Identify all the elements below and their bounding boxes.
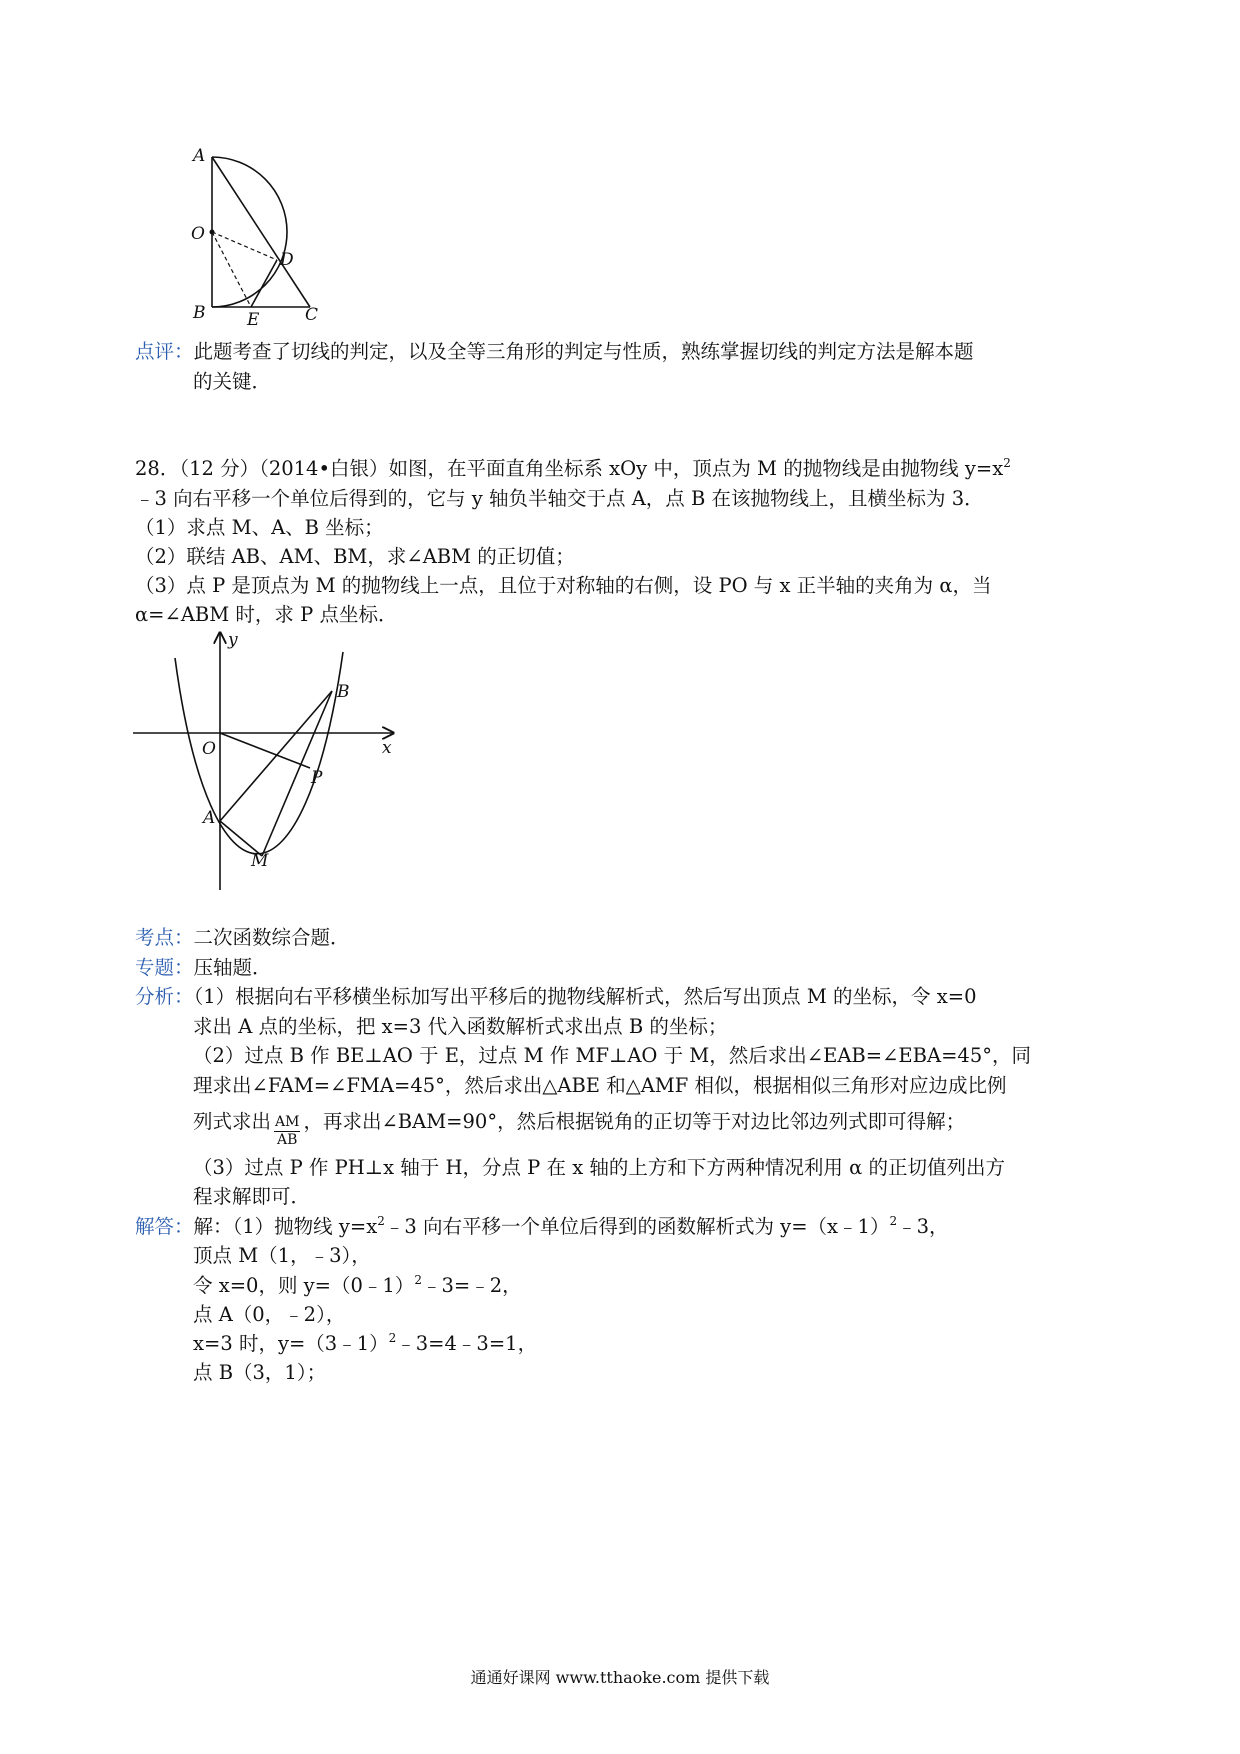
segment-ac (212, 157, 310, 307)
jieda-l3-sup: 2 (414, 1273, 422, 1287)
label-m: M (251, 851, 269, 871)
zhuanti-tag: 专题： (135, 956, 194, 979)
kaodian-text: 二次函数综合题． (193, 926, 350, 949)
comment-tag: 点评： (135, 340, 194, 363)
segment-ab (220, 691, 332, 821)
segment-op (220, 733, 310, 768)
jieda-line-4: 点 A（0，﹣2）， (193, 1303, 346, 1326)
jieda-line-5 (193, 1331, 537, 1357)
label-y: y (228, 630, 238, 650)
jieda-line-2: 顶点 M（1，﹣3）， (193, 1244, 371, 1267)
jieda-l3-a: 令 x=0，则 y=（0﹣1） (193, 1274, 415, 1297)
zhuanti-text: 压轴题． (193, 956, 272, 979)
label-x: x (382, 738, 392, 758)
figure-parabola (125, 625, 405, 900)
fraction-denominator: AB (277, 1132, 298, 1148)
segment-ed (251, 260, 277, 307)
jieda-l1-sup1: 2 (377, 1214, 385, 1228)
fenxi-p2-line-3 (193, 1109, 965, 1149)
fenxi-p1-text-1: （1）根据向右平移横坐标加写出平移后的抛物线解析式，然后写出顶点 M 的坐标，令 x=0 (193, 985, 977, 1008)
figure-tangent-semicircle (185, 145, 345, 335)
jieda-tag: 解答： (135, 1215, 194, 1238)
fenxi-line-1 (135, 984, 976, 1010)
fenxi-tag: 分析： (135, 985, 194, 1008)
jieda-l3-b: ﹣3=﹣2， (421, 1274, 522, 1297)
page-footer: 通通好课网 www.tthaoke.com 提供下载 (470, 1668, 770, 1687)
kaodian-line (135, 925, 350, 951)
fenxi-p2-line-1: （2）过点 B 作 BE⊥AO 于 E，过点 M 作 MF⊥AO 于 M，然后求出∠EAB=∠EBA=45°，同 (193, 1044, 1031, 1067)
fraction-numerator: AM (275, 1114, 300, 1130)
fenxi-p1-line-2: 求出 A 点的坐标，把 x=3 代入函数解析式求出点 B 的坐标； (193, 1015, 728, 1038)
label-b: B (193, 303, 206, 323)
problem-line-1 (135, 456, 1011, 482)
jieda-l5-a: x=3 时，y=（3﹣1） (193, 1332, 389, 1355)
jieda-l1-a: 解：（1）抛物线 y=x (193, 1215, 378, 1238)
label-a: A (203, 808, 216, 828)
arc-semicircle (212, 157, 287, 307)
label-c: C (305, 305, 319, 325)
label-p: P (311, 768, 323, 788)
label-b: B (337, 682, 350, 702)
zhuanti-line (135, 955, 272, 981)
fenxi-p2-line-2: 理求出∠FAM=∠FMA=45°，然后求出△ABE 和△AMF 相似，根据相似三角形对应边成比例 (193, 1074, 1007, 1097)
problem-line-2: ﹣3 向右平移一个单位后得到的，它与 y 轴负半轴交于点 A，点 B 在该抛物线上，且横坐标为 3． (135, 487, 984, 510)
jieda-l5-b: ﹣3=4﹣3=1， (396, 1332, 538, 1355)
jieda-l1-c: ﹣3， (897, 1215, 949, 1238)
problem-q2: （2）联结 AB、AM、BM，求∠ABM 的正切值； (135, 545, 575, 568)
label-d: D (280, 250, 294, 270)
segment-od (212, 232, 277, 260)
problem-q3-line-1: （3）点 P 是顶点为 M 的抛物线上一点，且位于对称轴的右侧，设 PO 与 x 正半轴的夹角为 α，当 (135, 574, 992, 597)
label-e: E (247, 310, 260, 330)
parabola-curve (175, 652, 343, 854)
point-o (210, 230, 215, 235)
fenxi-p3-line-1: （3）过点 P 作 PH⊥x 轴于 H，分点 P 在 x 轴的上方和下方两种情况利用 α 的正切值列出方 (193, 1156, 1005, 1179)
problem-q3-line-2: α=∠ABM 时，求 P 点坐标． (135, 603, 398, 626)
label-a: A (193, 146, 206, 166)
problem-q1: （1）求点 M、A、B 坐标； (135, 516, 384, 539)
jieda-l1-sup2: 2 (889, 1214, 898, 1228)
fenxi-p3-line-2: 程求解即可． (193, 1185, 311, 1208)
fenxi-p2-text-3a: 列式求出 (193, 1110, 272, 1133)
jieda-l1-b: ﹣3 向右平移一个单位后得到的函数解析式为 y=（x﹣1） (384, 1215, 890, 1238)
label-o: O (202, 739, 216, 759)
jieda-l5-sup: 2 (388, 1331, 397, 1345)
kaodian-tag: 考点： (135, 926, 194, 949)
comment-line-2: 的关键． (193, 370, 272, 393)
fenxi-p2-text-3b: ，再求出∠BAM=90°，然后根据锐角的正切等于对边比邻边列式即可得解； (303, 1110, 966, 1133)
comment-text-1: 此题考查了切线的判定，以及全等三角形的判定与性质，熟练掌握切线的判定方法是解本题 (193, 340, 974, 363)
jieda-line-6: 点 B（3，1）； (193, 1361, 327, 1384)
label-o: O (191, 224, 205, 244)
segment-oe (212, 232, 251, 307)
jieda-line-3 (193, 1273, 522, 1299)
fraction-am-ab (274, 1114, 300, 1149)
comment-line-1 (135, 339, 974, 365)
problem-sup-1: 2 (1003, 456, 1011, 470)
jieda-line-1 (135, 1214, 949, 1240)
problem-text-1: 28．（12 分）（2014•白银）如图，在平面直角坐标系 xOy 中，顶点为 M 的抛物线是由抛物线 y=x (135, 457, 1004, 480)
